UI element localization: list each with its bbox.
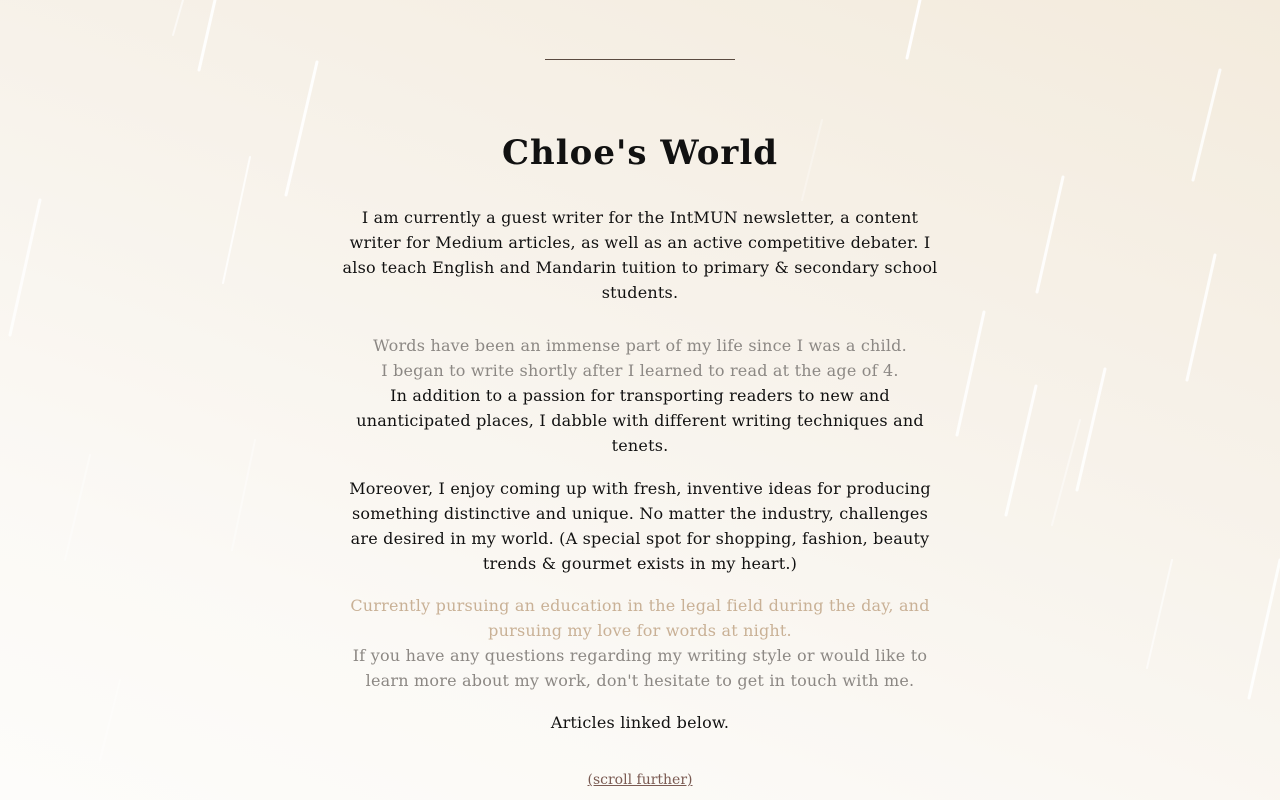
contact-line: If you have any questions regarding my writing style or would like to learn more about my work, don't hesitate to get in touch with me. — [352, 646, 928, 690]
articles-note: Articles linked below. — [550, 713, 730, 732]
scroll-further-container — [340, 769, 940, 791]
words-line-3: In addition to a passion for transporting readers to new and unanticipated places, I dabble with different writing techniques and tenets. — [356, 386, 924, 455]
words-paragraph — [340, 333, 940, 458]
ideas-paragraph: Moreover, I enjoy coming up with fresh, inventive ideas for producing something distinctive and unique. No matter the industry, challenges are desired in my world. (A special spot for shopping, fashion, beauty trends & gourmet exists in my heart.) — [349, 479, 931, 573]
scroll-further-link[interactable]: (scroll further) — [587, 772, 693, 788]
education-paragraph — [340, 593, 940, 693]
page-title: Chloe's World — [501, 133, 779, 173]
top-divider — [545, 59, 735, 60]
words-line-2: I began to write shortly after I learned to read at the age of 4. — [381, 361, 899, 380]
intro-paragraph: I am currently a guest writer for the IntMUN newsletter, a content writer for Medium articles, as well as an active competitive debater. I also teach English and Mandarin tuition to primary & secondary school students. — [342, 208, 938, 302]
education-line-1: Currently pursuing an education in the legal field during the day, and pursuing my love for words at night. — [350, 596, 930, 640]
words-line-1: Words have been an immense part of my life since I was a child. — [373, 336, 907, 355]
